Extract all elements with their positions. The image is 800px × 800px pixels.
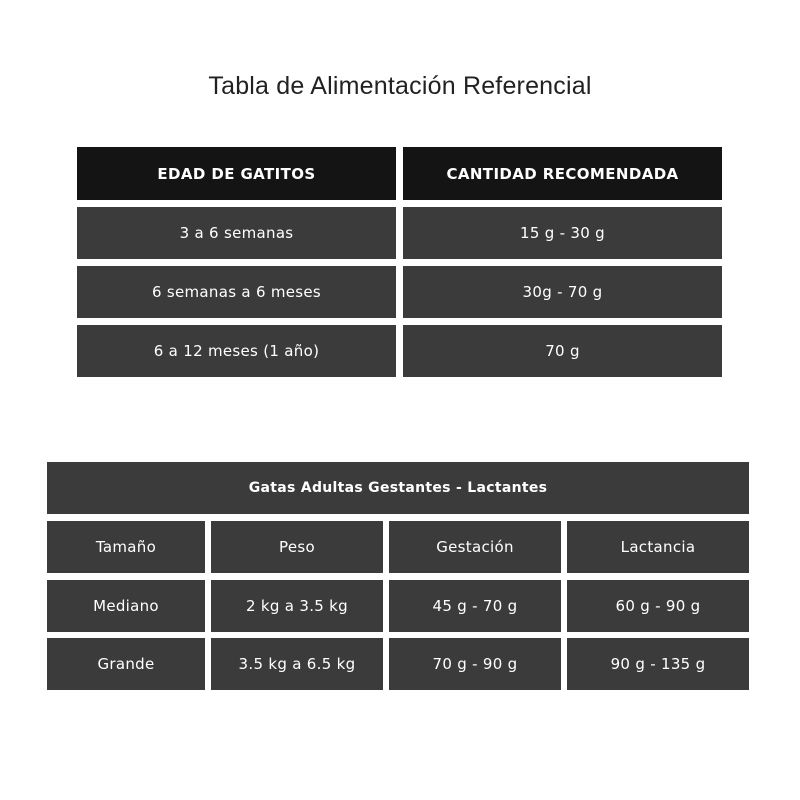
adults-row-1-weight: 2 kg a 3.5 kg [211,580,383,632]
adults-row-1-lactation: 60 g - 90 g [567,580,749,632]
page-title: Tabla de Alimentación Referencial [208,72,592,100]
kittens-header-amount: CANTIDAD RECOMENDADA [403,147,722,200]
adults-header-gestation: Gestación [389,521,561,573]
kittens-row-3-age: 6 a 12 meses (1 año) [77,325,396,377]
adults-header-lactation: Lactancia [567,521,749,573]
adults-header-weight: Peso [211,521,383,573]
adults-row-2-weight: 3.5 kg a 6.5 kg [211,638,383,690]
adults-row-2-lactation: 90 g - 135 g [567,638,749,690]
adults-row-2-size: Grande [47,638,205,690]
adults-row-1-size: Mediano [47,580,205,632]
adults-header-size: Tamaño [47,521,205,573]
kittens-row-2-age: 6 semanas a 6 meses [77,266,396,318]
kittens-header-age: EDAD DE GATITOS [77,147,396,200]
kittens-row-2-amount: 30g - 70 g [403,266,722,318]
kittens-row-1-amount: 15 g - 30 g [403,207,722,259]
kittens-row-1-age: 3 a 6 semanas [77,207,396,259]
kittens-row-3-amount: 70 g [403,325,722,377]
adults-table-title: Gatas Adultas Gestantes - Lactantes [47,462,749,514]
adults-row-2-gestation: 70 g - 90 g [389,638,561,690]
adults-row-1-gestation: 45 g - 70 g [389,580,561,632]
